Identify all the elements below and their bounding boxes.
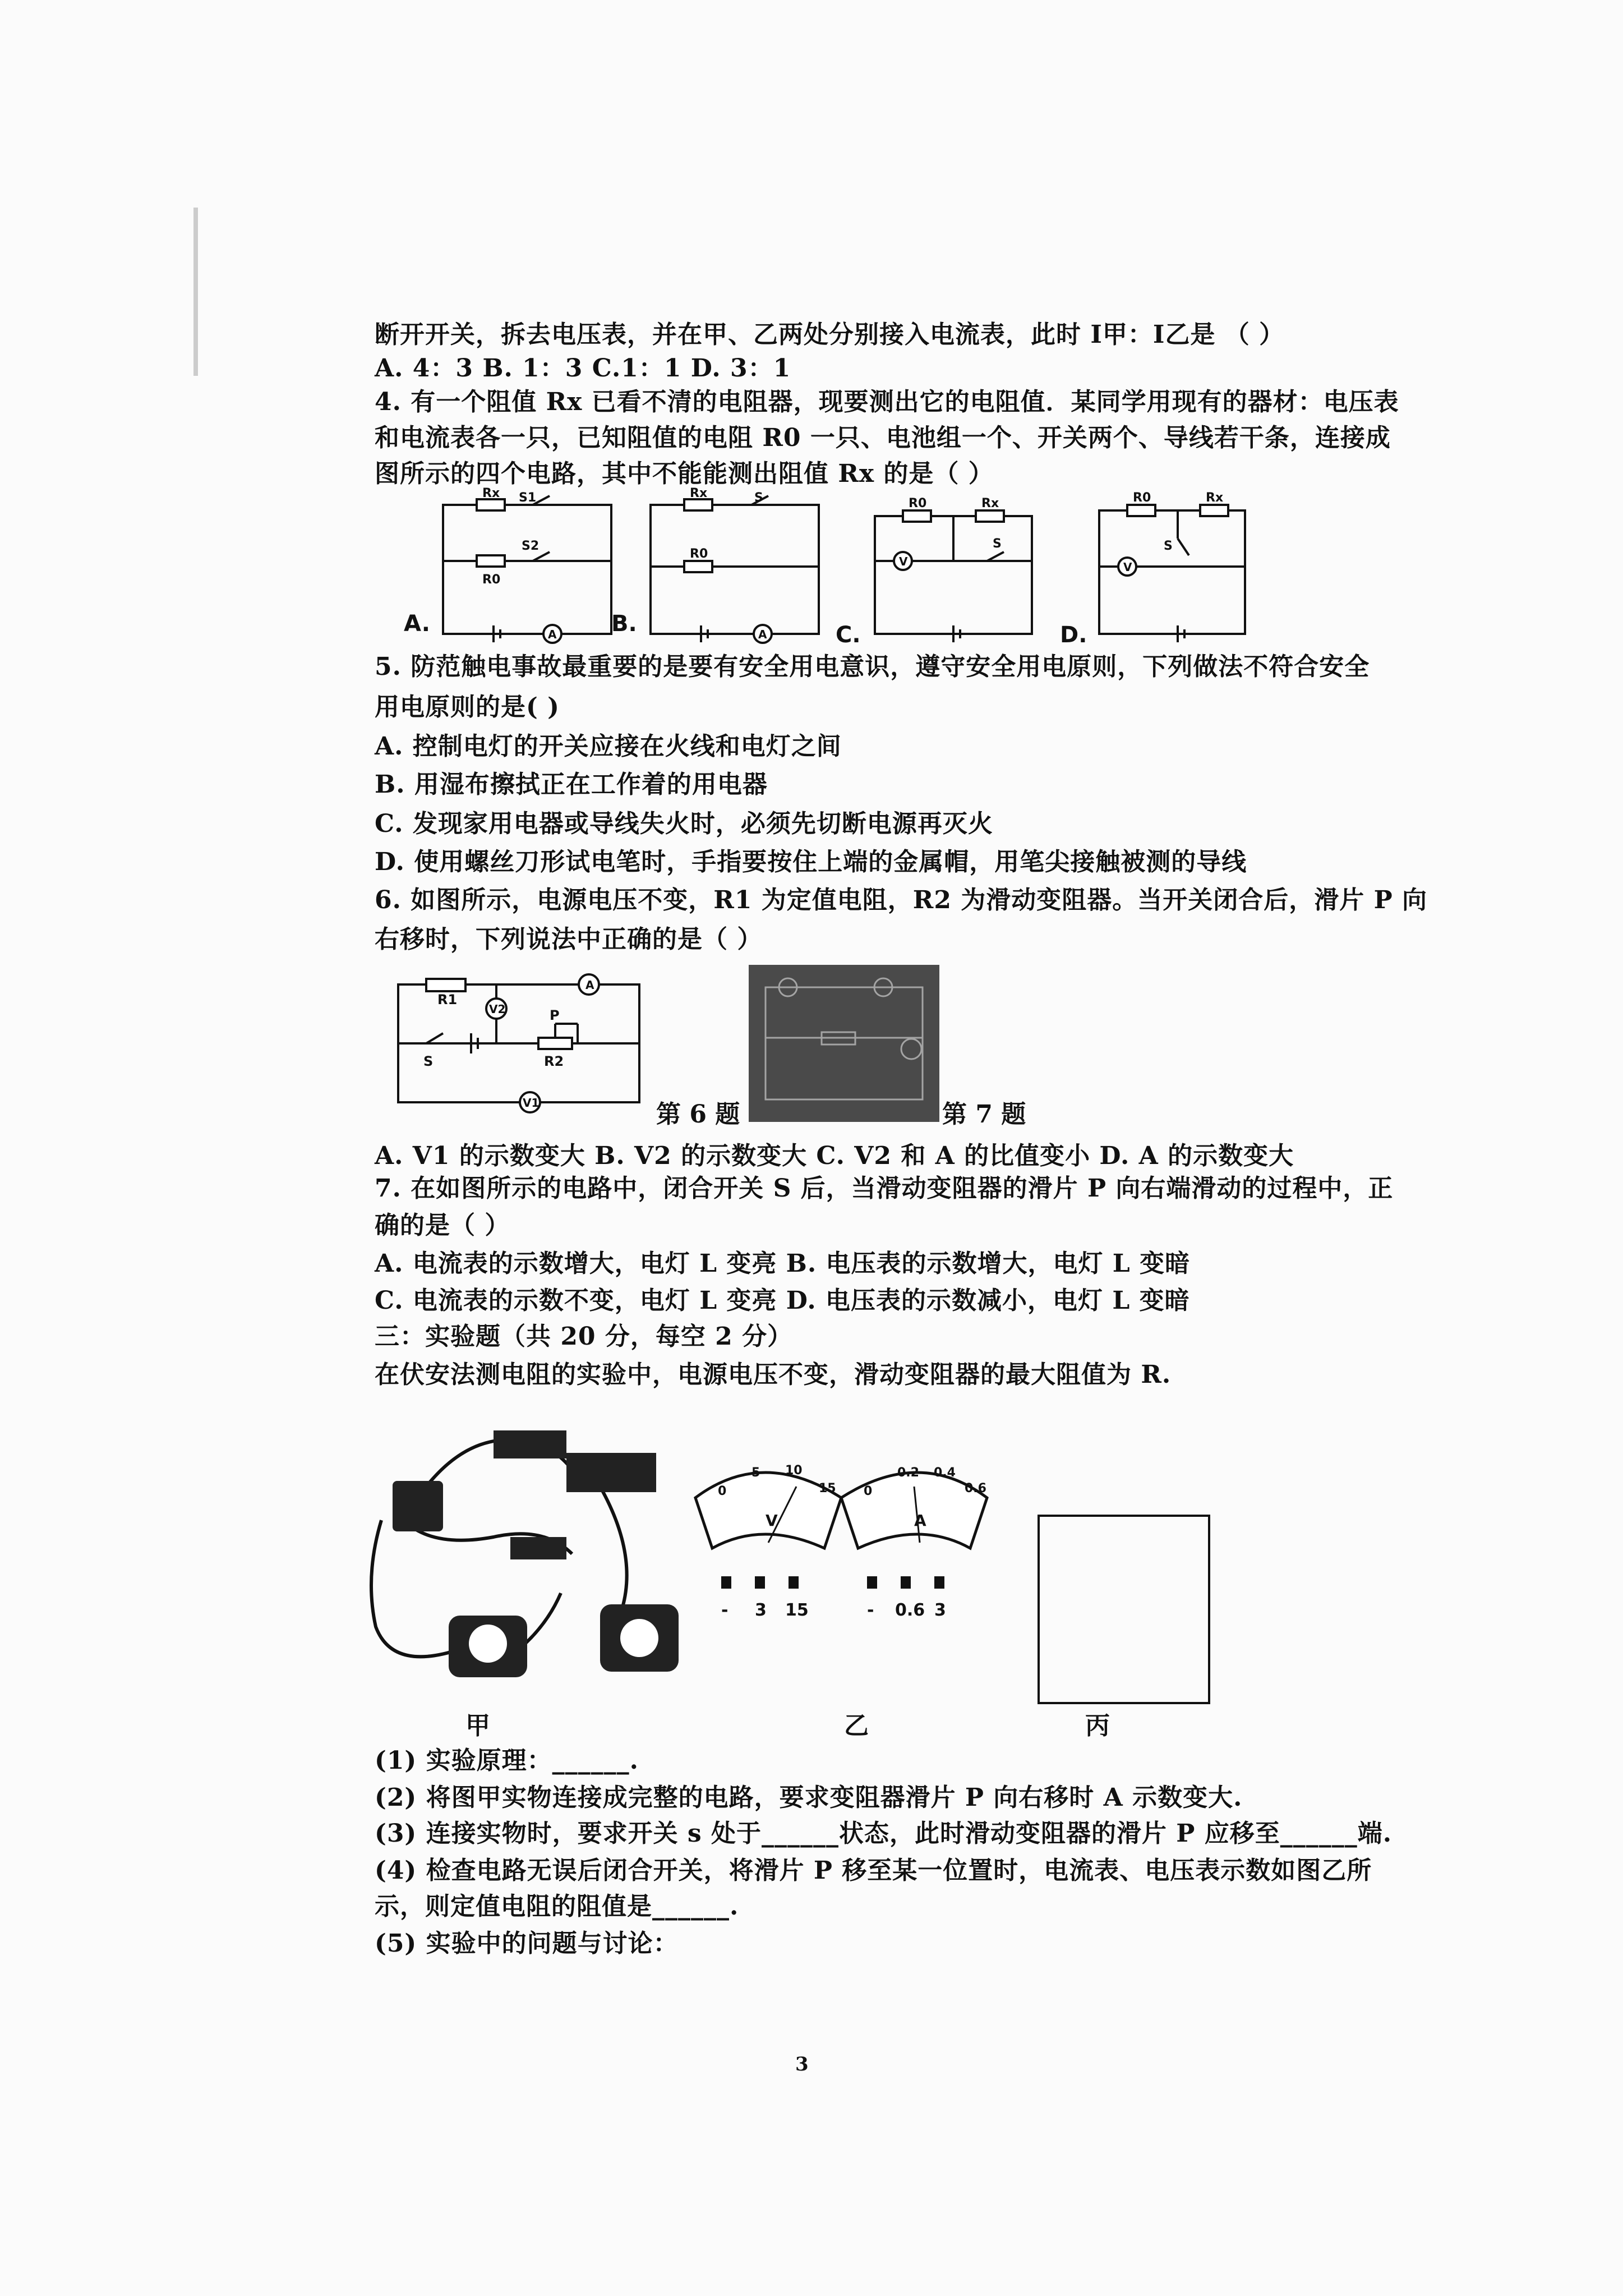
q4c-rx-label: Rx xyxy=(981,496,999,510)
q4c-s-label: S xyxy=(993,537,1002,551)
q6-circuit-figure xyxy=(387,970,651,1116)
q7-options-ab: A. 电流表的示数增大，电灯 L 变亮 B. 电压表的示数增大，电灯 L 变暗 xyxy=(375,1249,1191,1278)
lab-q3: (3) 连接实物时，要求开关 s 处于______状态，此时滑动变阻器的滑片 P 应移至______端. xyxy=(375,1819,1393,1848)
amp-unit: A xyxy=(914,1511,926,1530)
label-bing: 丙 xyxy=(1085,1711,1110,1740)
q4-text-1: 4. 有一个阻值 Rx 已看不清的电阻器，现要测出它的电阻值．某同学用现有的器材：电压表 xyxy=(375,388,1399,416)
q4-option-b: B. xyxy=(611,611,637,637)
q4b-s-label: S xyxy=(754,491,763,505)
scan-edge-shadow xyxy=(193,208,198,376)
volt-term-15: 15 xyxy=(785,1600,809,1620)
label-jia: 甲 xyxy=(465,1711,490,1740)
page-number: 3 xyxy=(795,2053,809,2076)
q4c-r0-label: R0 xyxy=(909,496,927,510)
fig6-v1-label: V1 xyxy=(523,1096,540,1110)
q4a-r0-label: R0 xyxy=(482,573,501,587)
q4-option-a: A. xyxy=(404,611,430,637)
q4b-ammeter-label: A xyxy=(758,628,767,641)
fig6-v2-label: V2 xyxy=(489,1002,506,1016)
q5-option-a: A. 控制电灯的开关应接在火线和电灯之间 xyxy=(375,732,842,761)
lab-q4-1: (4) 检查电路无误后闭合开关，将滑片 P 移至某一位置时，电流表、电压表示数如图乙所 xyxy=(375,1856,1372,1885)
fig6-ammeter-label: A xyxy=(585,978,594,992)
volt-tick-5: 5 xyxy=(751,1466,760,1480)
q4d-voltmeter-label: V xyxy=(1123,560,1132,574)
lab-meters-figure xyxy=(684,1436,998,1649)
lab-apparatus-figure xyxy=(359,1408,695,1688)
amp-term-neg: - xyxy=(867,1600,874,1620)
q7-options-cd: C. 电流表的示数不变，电灯 L 变亮 D. 电压表的示数减小，电灯 L 变暗 xyxy=(375,1286,1190,1315)
lab-q4-2: 示，则定值电阻的阻值是______. xyxy=(375,1892,739,1921)
lab-q2: (2) 将图甲实物连接成完整的电路，要求变阻器滑片 P 向右移时 A 示数变大. xyxy=(375,1783,1243,1812)
q3-options: A. 4：3 B. 1：3 C.1：1 D. 3：1 xyxy=(375,354,791,383)
label-yi: 乙 xyxy=(844,1711,869,1740)
amp-tick-06: 0.6 xyxy=(965,1481,986,1496)
q3-text-cont: 断开开关，拆去电压表，并在甲、乙两处分别接入电流表，此时 I甲：I乙是 （ ） xyxy=(375,320,1285,349)
q4-option-c: C. xyxy=(836,622,861,648)
q4b-r0-label: R0 xyxy=(690,547,708,561)
amp-term-06: 0.6 xyxy=(895,1600,925,1620)
q5-text-1: 5. 防范触电事故最重要的是要有安全用电意识，遵守安全用电原则，下列做法不符合安全 xyxy=(375,652,1370,681)
q4a-s1-label: S1 xyxy=(519,491,537,505)
lab-diagram-box xyxy=(1038,1515,1210,1704)
q5-option-d: D. 使用螺丝刀形试电笔时，手指要按住上端的金属帽，用笔尖接触被测的导线 xyxy=(375,848,1247,876)
volt-tick-15: 15 xyxy=(819,1481,836,1496)
amp-tick-0: 0 xyxy=(864,1484,873,1498)
q5-option-c: C. 发现家用电器或导线失火时，必须先切断电源再灭火 xyxy=(375,809,993,838)
q4-text-2: 和电流表各一只，已知阻值的电阻 R0 一只、电池组一个、开关两个、导线若干条，连接成 xyxy=(375,424,1391,452)
q5-option-b: B. 用湿布擦拭正在工作着的用电器 xyxy=(375,770,768,799)
q5-text-2: 用电原则的是( ) xyxy=(375,693,560,721)
fig6-r2-label: R2 xyxy=(544,1053,564,1069)
volt-term-neg: - xyxy=(721,1600,728,1620)
fig6-r1-label: R1 xyxy=(437,992,458,1007)
volt-unit: V xyxy=(766,1511,778,1530)
q4-text-3: 图所示的四个电路，其中不能能测出阻值 Rx 的是（ ） xyxy=(375,459,994,488)
fig6-p-label: P xyxy=(550,1007,560,1023)
fig7-caption: 第 7 题 xyxy=(942,1100,1026,1129)
q7-circuit-figure xyxy=(749,965,939,1122)
q6-text-1: 6. 如图所示，电源电压不变，R1 为定值电阻，R2 为滑动变阻器。当开关闭合后，滑片 P 向 xyxy=(375,886,1427,914)
q6-text-2: 右移时，下列说法中正确的是（ ） xyxy=(375,925,763,954)
volt-tick-0: 0 xyxy=(718,1484,727,1498)
lab-q5: (5) 实验中的问题与讨论： xyxy=(375,1929,679,1958)
q4a-ammeter-label: A xyxy=(548,628,557,641)
amp-term-3: 3 xyxy=(934,1600,946,1620)
q4a-s2-label: S2 xyxy=(522,539,540,553)
lab-intro: 在伏安法测电阻的实验中，电源电压不变，滑动变阻器的最大阻值为 R. xyxy=(375,1360,1172,1389)
q4c-voltmeter-label: V xyxy=(899,555,908,568)
q7-text-1: 7. 在如图所示的电路中，闭合开关 S 后，当滑动变阻器的滑片 P 向右端滑动的过程中，正 xyxy=(375,1174,1394,1203)
lab-q1: (1) 实验原理：______. xyxy=(375,1746,639,1775)
q6-options: A. V1 的示数变大 B. V2 的示数变大 C. V2 和 A 的比值变小 D. A 的示数变大 xyxy=(375,1142,1294,1170)
q4a-rx-label: Rx xyxy=(482,486,500,500)
q4-option-d: D. xyxy=(1060,622,1087,648)
q4d-r0-label: R0 xyxy=(1133,491,1151,505)
q7-text-2: 确的是（ ） xyxy=(375,1211,510,1240)
q4d-rx-label: Rx xyxy=(1206,491,1224,505)
q4-circuit-figures xyxy=(404,486,1267,656)
amp-tick-04: 0.4 xyxy=(934,1466,956,1480)
volt-term-3: 3 xyxy=(755,1600,767,1620)
q4b-rx-label: Rx xyxy=(690,486,708,500)
q4d-s-label: S xyxy=(1164,539,1173,553)
section-3-heading: 三：实验题（共 20 分，每空 2 分） xyxy=(375,1322,793,1351)
volt-tick-10: 10 xyxy=(785,1464,803,1478)
amp-tick-02: 0.2 xyxy=(897,1466,919,1480)
fig6-s-label: S xyxy=(423,1053,434,1069)
fig6-caption: 第 6 题 xyxy=(656,1100,740,1129)
